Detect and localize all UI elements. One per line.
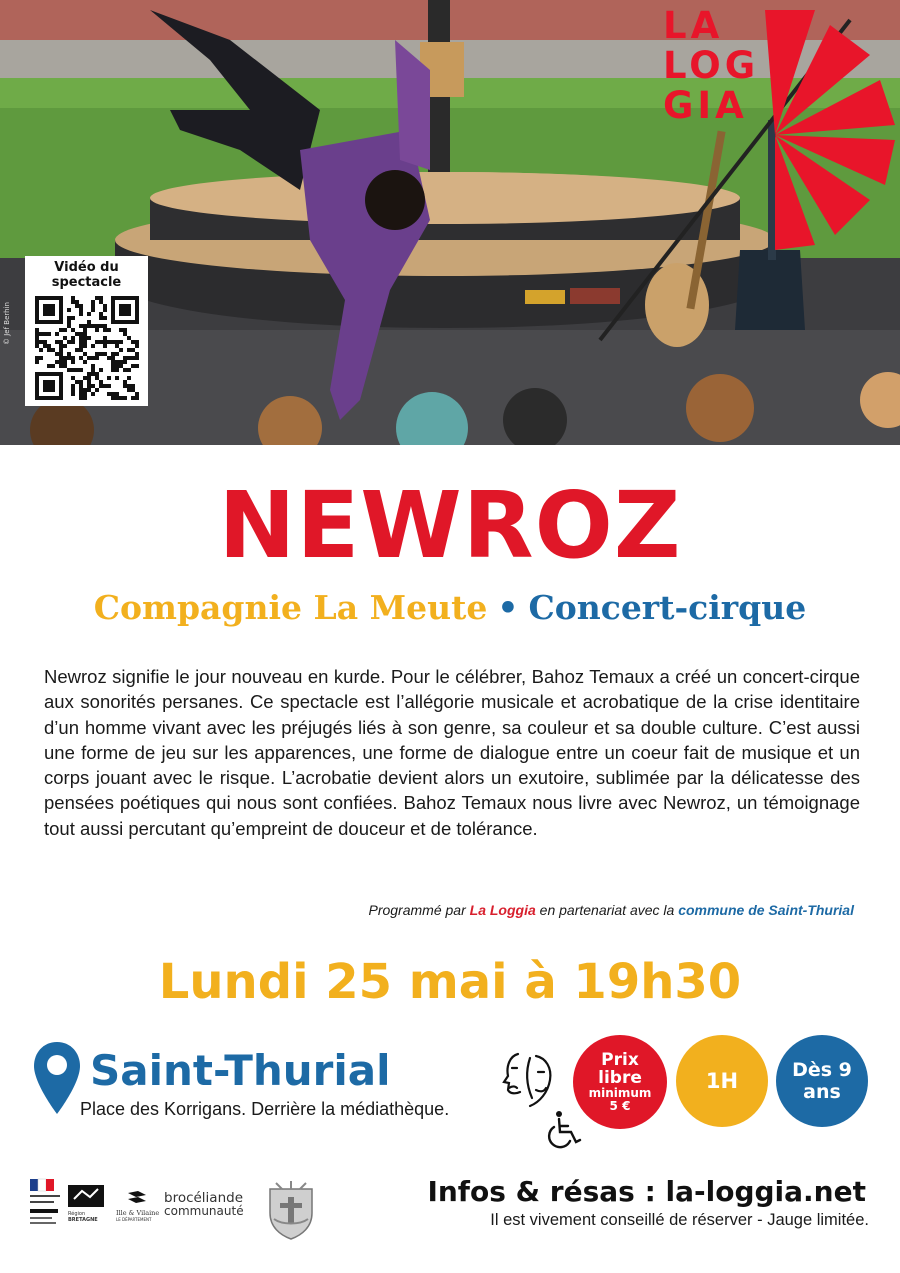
booking-advice: Il est vivement conseillé de réserver - Jauge limitée. <box>490 1211 869 1229</box>
broceliande-line: communauté <box>164 1204 244 1218</box>
region-flag-icon <box>68 1185 104 1207</box>
price-line: minimum <box>588 1086 652 1100</box>
duration-value: 1H <box>705 1069 739 1093</box>
qr-code-icon <box>35 296 139 400</box>
department-name: Ille & Vilaine <box>116 1209 160 1217</box>
logo-line: LA <box>663 4 724 47</box>
department-sub: LE DÉPARTEMENT <box>116 1217 152 1222</box>
price-line: 5 € <box>609 1099 631 1113</box>
location-address: Place des Korrigans. Derrière la médiathèque. <box>80 1099 450 1119</box>
saint-thurial-crest-logo <box>260 1179 322 1241</box>
hero-photo <box>0 0 900 445</box>
region-bretagne-logo <box>68 1185 104 1225</box>
show-genre: Concert-cirque <box>528 588 807 627</box>
map-pin-icon <box>32 1040 82 1116</box>
photo-credit: © Jef Berhin <box>3 302 11 345</box>
qr-label: Vidéo du spectacle <box>51 260 122 290</box>
company-name: Compagnie La Meute <box>93 588 488 627</box>
subtitle <box>0 586 900 630</box>
marianne-icon <box>28 1177 62 1233</box>
coat-of-arms-icon <box>260 1179 322 1241</box>
wheelchair-accessible-icon <box>544 1108 586 1150</box>
broceliande-line: brocéliande <box>164 1190 244 1206</box>
logo-text <box>663 6 759 126</box>
price-line: libre <box>598 1068 642 1088</box>
ille-et-vilaine-logo <box>116 1189 166 1229</box>
ministry-culture-logo <box>28 1177 62 1233</box>
booking-info[interactable]: Infos & résas : la-loggia.net <box>427 1175 866 1208</box>
region-line: BRETAGNE <box>68 1217 98 1223</box>
separator-dot: • <box>497 588 519 627</box>
credits-middle: en partenariat avec la <box>539 902 675 918</box>
broceliande-logo <box>164 1191 256 1221</box>
price-badge <box>573 1035 667 1129</box>
credits-organizer: La Loggia <box>469 902 536 918</box>
duration-badge <box>676 1035 768 1127</box>
age-badge <box>776 1035 868 1127</box>
show-title: NEWROZ <box>218 472 682 579</box>
region-line: Région <box>68 1211 86 1217</box>
theatre-masks-icon <box>500 1050 558 1110</box>
qr-code-box[interactable] <box>25 256 148 406</box>
credits-partner: commune de Saint-Thurial <box>678 902 854 918</box>
age-line: ans <box>803 1081 841 1103</box>
la-loggia-logo <box>655 0 900 250</box>
programming-credits <box>368 902 854 918</box>
show-description: Newroz signifie le jour nouveau en kurde. Pour le célébrer, Bahoz Temaux a créé un concert-cirque aux sonorités persanes. Ce spectacle est l’allégorie musicale et acrobatique de la crise identitaire d’un homme vivant avec les préjugés liés à son genre, sa couleur et sa double culture. C’est aussi une forme de jeu sur les apparences, une forme de dialogue entre un coeur fait de musique et un corps jouant avec le risque. L’acrobatie devient alors un exutoire, sublimée par la délicatesse des pensées poétiques qui nous sont confiées. Bahoz Temaux nous livre avec Newroz, un témoignage tout aussi percutant qu’empreint de douceur et de tolérance. <box>44 666 860 839</box>
event-date: Lundi 25 mai à 19h30 <box>158 954 742 1010</box>
credits-prefix: Programmé par <box>368 902 466 918</box>
price-line: Prix <box>601 1050 639 1070</box>
age-line: Dès 9 <box>792 1059 852 1081</box>
location-city: Saint-Thurial <box>90 1046 391 1095</box>
logo-line: LOG <box>663 44 760 87</box>
logo-line: GIA <box>663 84 748 127</box>
department-icon <box>126 1189 148 1205</box>
